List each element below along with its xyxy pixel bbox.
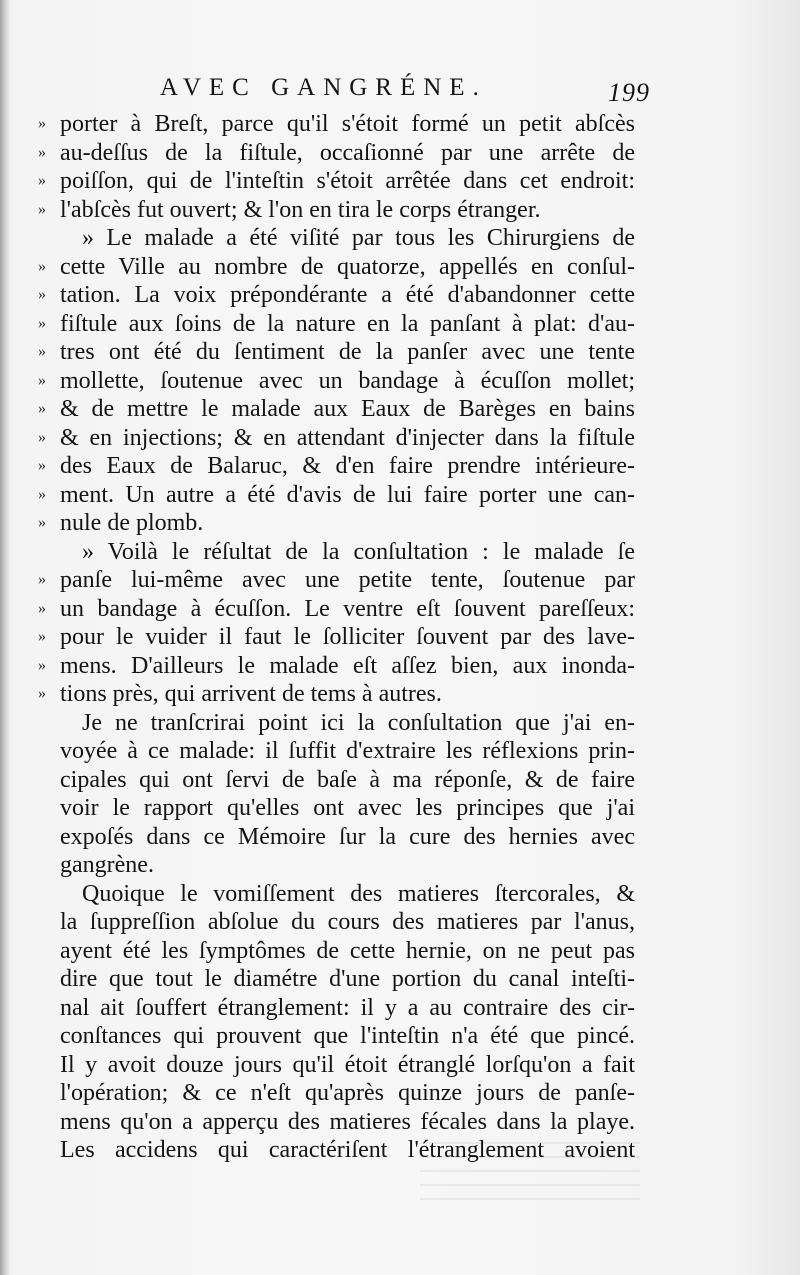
text-line [38,566,635,595]
line-text: Il y avoit douze jours qu'il étoit étranglé lorſqu'on a fait [60,1051,635,1078]
quote-mark: » [38,457,46,474]
text-line [60,1051,635,1080]
line-text: l'abſcès fut ouvert; & l'on en tira le corps étranger. [60,196,541,223]
quote-mark: » [38,143,46,161]
line-text: mens qu'on a apperçu des matieres fécales dans la playe. [60,1108,635,1135]
quote-mark: » [38,656,46,674]
quote-mark: » [38,400,46,417]
text-line [38,509,635,538]
line-text: voyée à ce malade: il ſuffit d'extraire les réflexions prin- [60,738,635,764]
line-text: voir le rapport qu'elles ont avec les principes que j'ai [60,795,635,821]
line-text: mens. D'ailleurs le malade eſt aſſez bien, aux inonda- [60,652,635,679]
line-text: ment. Un autre a été d'avis de lui faire porter une can- [60,481,635,508]
line-text: cette Ville au nombre de quatorze, appellés en conſul- [60,253,635,280]
line-text: Les accidens qui caractériſent l'étranglement avoient [60,1137,635,1163]
line-text: panſe lui-même avec une petite tente, ſoutenue par [60,567,635,593]
quote-mark: » [38,172,46,189]
line-text: au-deſſus de la fiſtule, occaſionné par une arrête de [60,139,635,166]
body-text [38,110,635,1165]
line-text: poiſſon, qui de l'inteſtin s'étoit arrêtée dans cet endroit: [60,168,635,194]
running-head [60,74,650,108]
line-text: la ſuppreſſion abſolue du cours des matieres par l'anus, [60,909,635,935]
text-line [38,623,635,652]
quote-mark: » [38,343,46,360]
line-text: des Eaux de Balaruc, & d'en faire prendre intérieure- [60,453,635,479]
text-line [38,110,635,139]
text-line [60,224,635,253]
quote-mark: » [38,257,46,275]
text-line [38,652,635,681]
text-line [60,1079,635,1108]
line-text: fiſtule aux ſoins de la nature en la panſant à plat: d'au- [60,310,635,337]
line-text: tres ont été du ſentiment de la panſer avec une tente [60,339,635,365]
text-line [60,994,635,1023]
line-text: dire que tout le diamétre d'une portion du canal inteſti- [60,966,635,992]
line-text: ayent été les ſymptômes de cette hernie, on ne peut pas [60,937,635,964]
line-text: l'opération; & ce n'eſt qu'après quinze jours de panſe- [60,1080,635,1106]
text-line [60,965,635,994]
quote-mark: » [38,286,46,303]
text-line [60,937,635,966]
quote-mark: » [38,599,46,617]
text-line [60,709,635,738]
line-text: & en injections; & en attendant d'injecter dans la fiſtule [60,424,635,451]
text-line [38,680,635,709]
text-line [38,310,635,339]
text-line [38,139,635,168]
line-text: Je ne tranſcrirai point ici la conſultation que j'ai en- [82,709,635,736]
line-text: conſtances qui prouvent que l'inteſtin n'a été que pincé. [60,1023,635,1049]
text-line [60,794,635,823]
text-line [38,167,635,196]
line-text: porter à Breſt, parce qu'il s'étoit formé un petit abſcès [60,111,635,137]
running-title: AVEC GANGRÉNE. [160,74,487,101]
text-line [38,281,635,310]
quote-mark: » [38,115,46,132]
line-text: Quoique le vomiſſement des matieres ſtercorales, & [82,880,635,907]
line-text: un bandage à écuſſon. Le ventre eſt ſouvent pareſſeux: [60,595,635,622]
text-line [60,908,635,937]
text-line [60,737,635,766]
quote-mark: » [38,685,46,702]
text-line [38,253,635,282]
quote-mark: » [38,485,46,503]
line-text: cipales qui ont ſervi de baſe à ma réponſe, & de faire [60,766,635,793]
text-line [38,595,635,624]
text-line [60,766,635,795]
text-line [60,538,635,567]
quote-mark: » [38,371,46,389]
quote-mark: » [38,514,46,531]
text-line [60,1022,635,1051]
line-text: » Le malade a été viſité par tous les Chirurgiens de [82,225,635,251]
quote-mark: » [38,200,46,218]
text-line [38,395,635,424]
text-line [38,367,635,396]
show-through [420,1140,640,1200]
text-line [60,851,635,880]
text-line [60,880,635,909]
text-line [38,452,635,481]
quote-mark: » [38,314,46,332]
line-text: nal ait ſouffert étranglement: il y a au contraire des cir- [60,994,635,1021]
line-text: tions près, qui arrivent de tems à autres. [60,681,442,707]
line-text: nule de plomb. [60,510,204,536]
line-text: tation. La voix prépondérante a été d'abandonner cette [60,282,635,308]
line-text: mollette, ſoutenue avec un bandage à écuſſon mollet; [60,367,635,394]
text-line [38,196,635,225]
quote-mark: » [38,628,46,645]
page-number: 199 [608,78,650,107]
quote-mark: » [38,571,46,588]
line-text: » Voilà le réſultat de la conſultation : le malade ſe [82,538,635,565]
text-line [38,424,635,453]
gutter-shadow [0,0,10,1275]
text-line [38,338,635,367]
text-line [60,823,635,852]
line-text: pour le vuider il faut le ſolliciter ſouvent par des lave- [60,624,635,650]
line-text: expoſés dans ce Mémoire ſur la cure des hernies avec [60,823,635,850]
line-text: & de mettre le malade aux Eaux de Barèges en bains [60,396,635,422]
text-line [38,481,635,510]
text-line [60,1108,635,1137]
quote-mark: » [38,428,46,446]
line-text: gangrène. [60,852,154,878]
